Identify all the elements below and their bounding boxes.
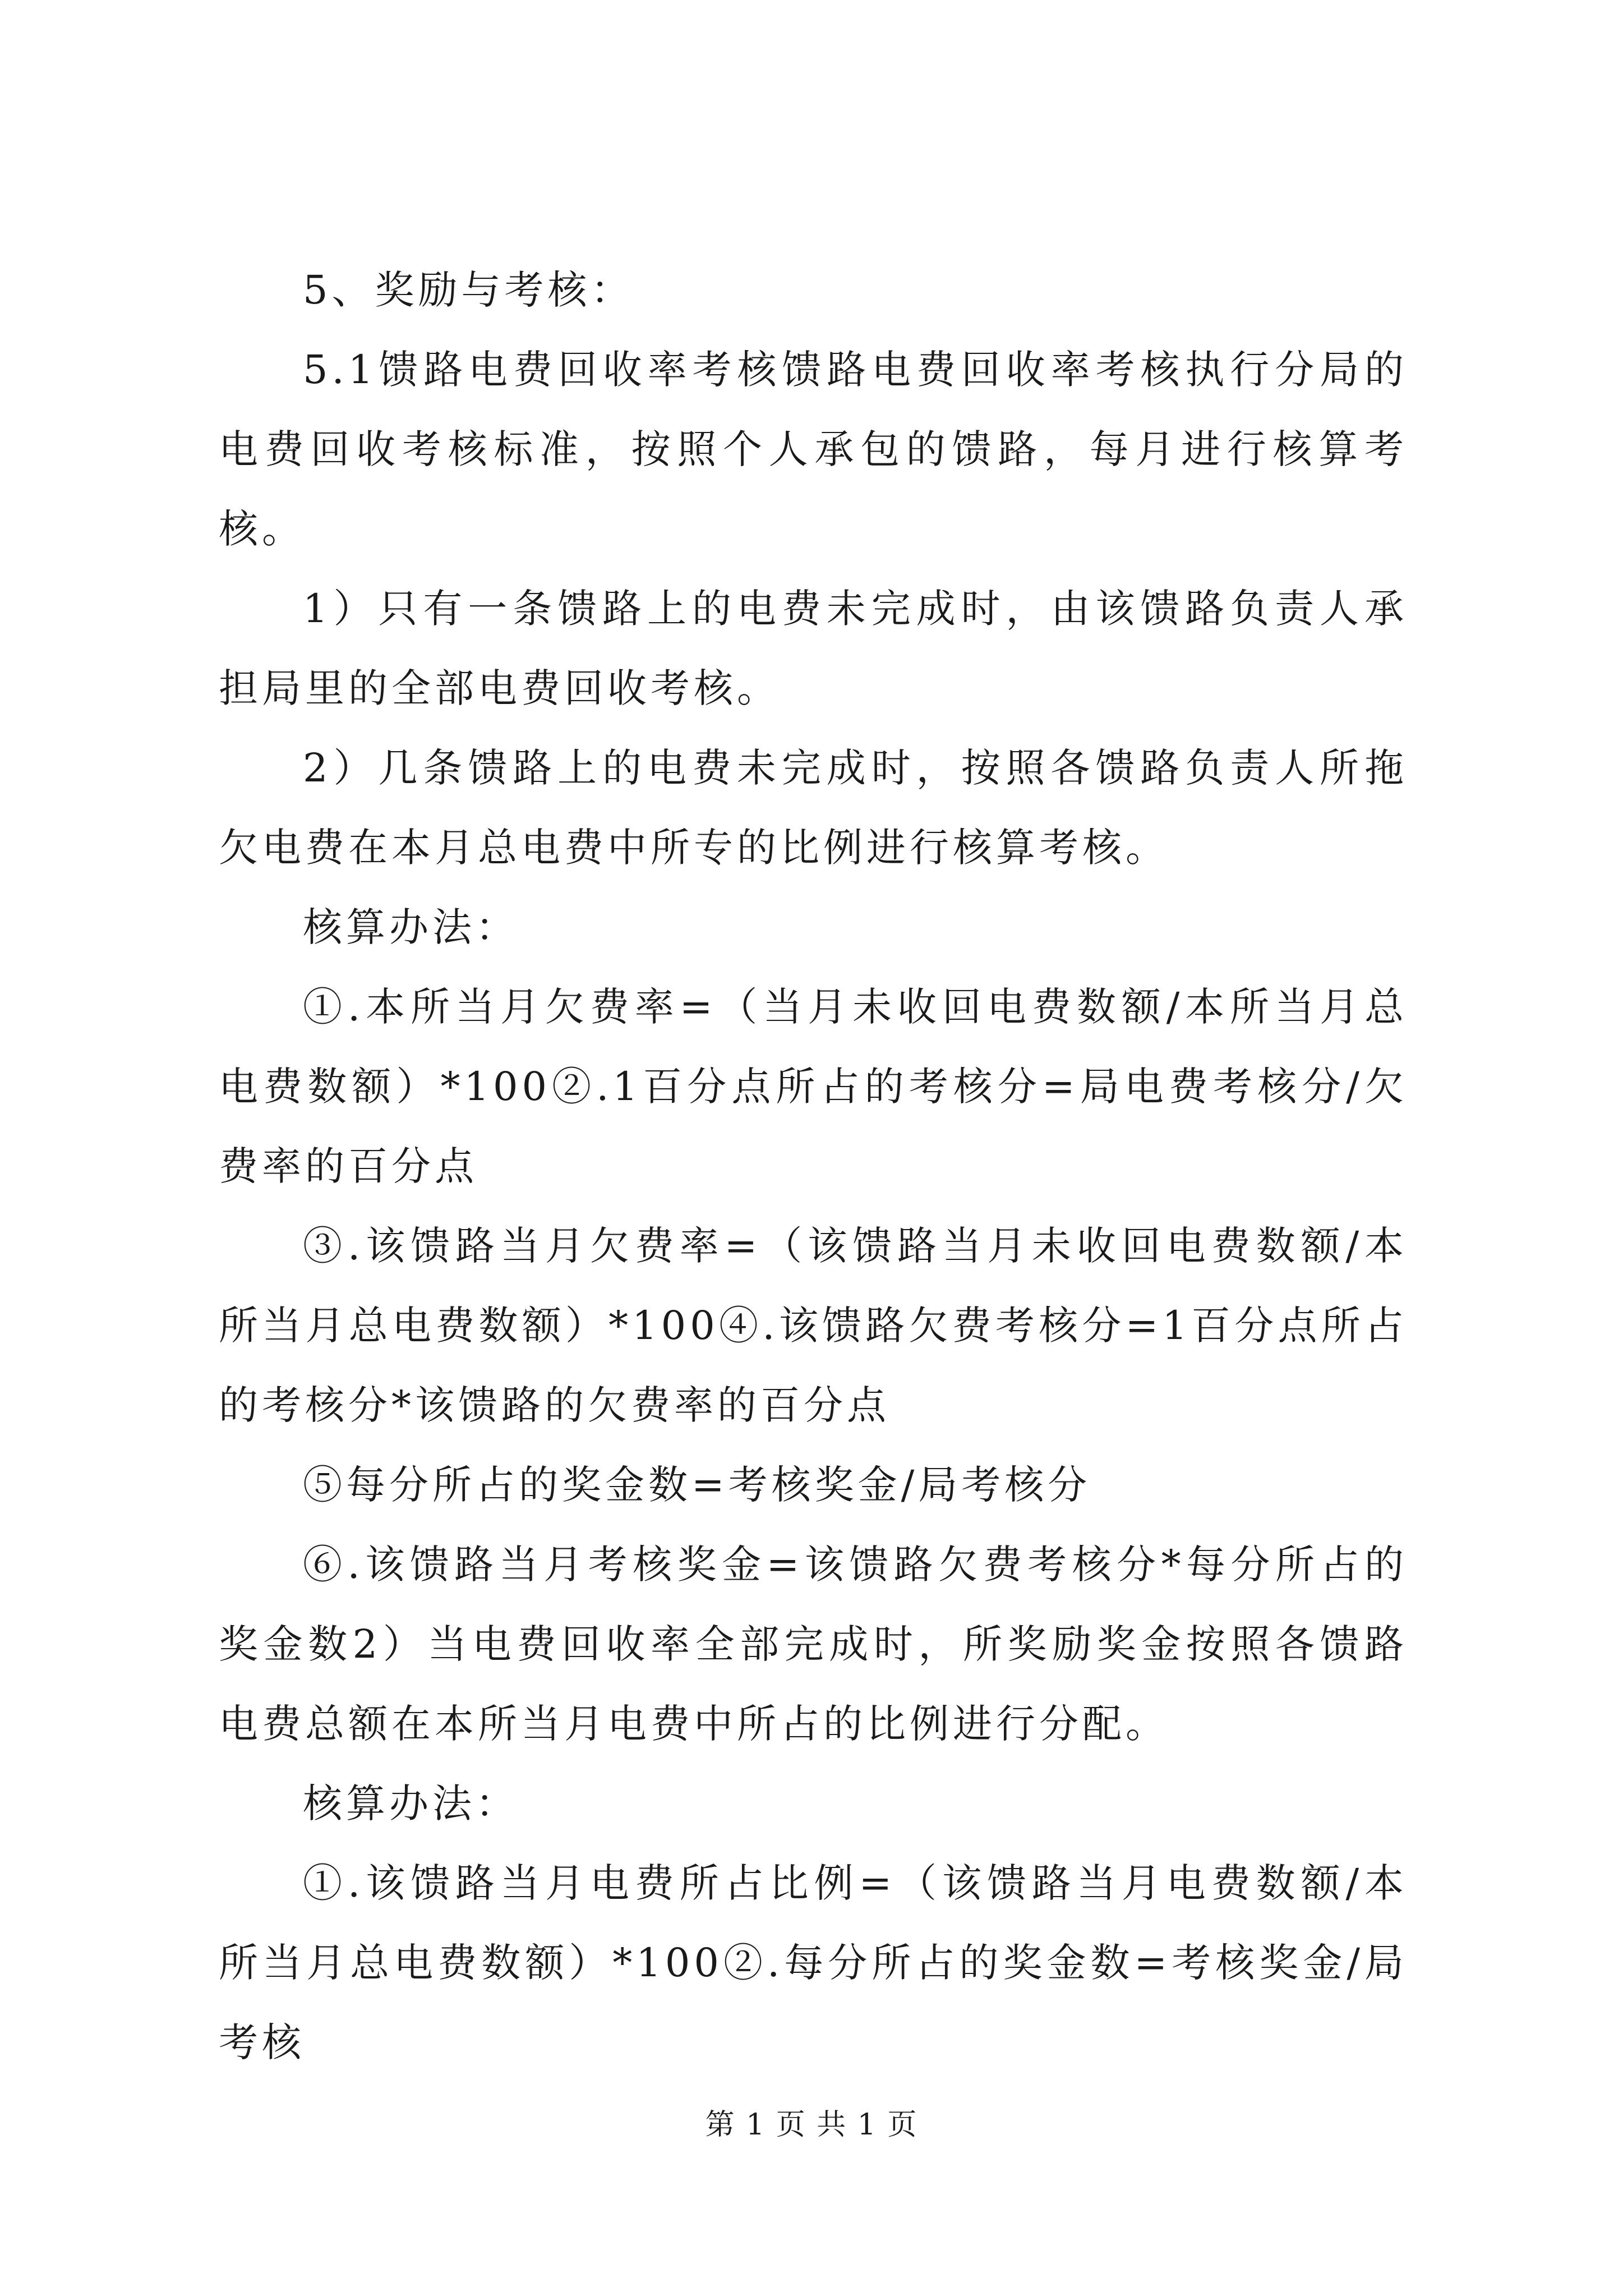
page-footer: 第 1 页 共 1 页 [705,2108,918,2142]
paragraph-item-1: 1）只有一条馈路上的电费未完成时，由该馈路负责人承担局里的全部电费回收考核。 [219,586,1408,711]
paragraph-formula-final: ①.该馈路当月电费所占比例=（该馈路当月电费数额/本所当月总电费数额）*100②.每分所占的奖金数=考核奖金/局考核 [219,1860,1408,2065]
paragraph-formula-6: ⑥.该馈路当月考核奖金=该馈路欠费考核分*每分所占的奖金数2）当电费回收率全部完成时，所奖励奖金按照各馈路电费总额在本所当月电费中所占的比例进行分配。 [219,1542,1408,1747]
paragraph-item-2: 2）几条馈路上的电费未完成时，按照各馈路负责人所拖欠电费在本月总电费中所专的比例进行核算考核。 [219,745,1408,871]
paragraph-5-1: 5.1馈路电费回收率考核馈路电费回收率考核执行分局的电费回收考核标准，按照个人承包的馈路，每月进行核算考核。 [219,347,1408,552]
paragraph-method-heading-2: 核算办法： [303,1780,519,1826]
paragraph-formula-1-2: ①.本所当月欠费率=（当月未收回电费数额/本所当月总电费数额）*100②.1百分点所占的考核分=局电费考核分/欠费率的百分点 [219,984,1408,1189]
paragraph-formula-5: ⑤每分所占的奖金数=考核奖金/局考核分 [303,1462,1091,1508]
document-body [219,250,1408,2082]
paragraph-formula-3-4: ③.该馈路当月欠费率=（该馈路当月未收回电费数额/本所当月总电费数额）*100④.该馈路欠费考核分=1百分点所占的考核分*该馈路的欠费率的百分点 [219,1223,1408,1428]
paragraph-section-heading: 5、奖励与考核： [303,267,634,313]
paragraph-method-heading: 核算办法： [303,904,519,950]
